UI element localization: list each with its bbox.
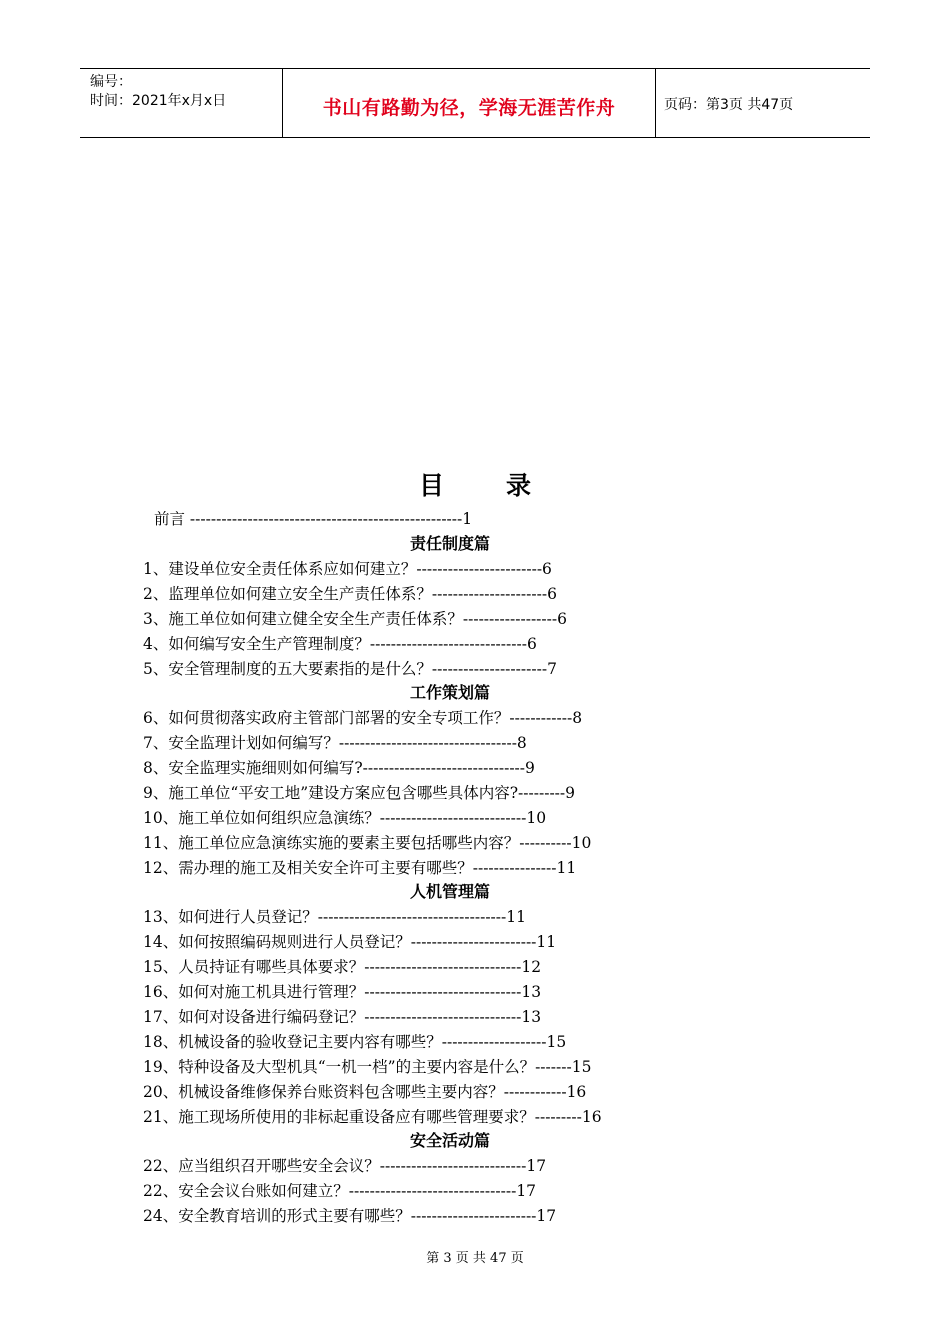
toc-item[interactable]: 10、施工单位如何组织应急演练？----------------------------10 xyxy=(143,809,547,827)
toc-item[interactable]: 14、如何按照编码规则进行人员登记？------------------------11 xyxy=(143,933,557,951)
toc-item[interactable]: 3、施工单位如何建立健全安全生产责任体系？------------------6 xyxy=(143,610,567,628)
toc-item[interactable]: 22、应当组织召开哪些安全会议？----------------------------17 xyxy=(143,1157,547,1175)
toc-item[interactable]: 12、需办理的施工及相关安全许可主要有哪些？----------------11 xyxy=(143,859,577,877)
toc-item[interactable]: 11、施工单位应急演练实施的要素主要包括哪些内容？----------10 xyxy=(143,834,592,852)
toc-item[interactable]: 6、如何贯彻落实政府主管部门部署的安全专项工作？------------8 xyxy=(143,709,583,727)
toc-preface[interactable]: 前言 ----------------------------------------------------1 xyxy=(154,510,473,528)
section-heading: 责任制度篇 xyxy=(409,534,490,553)
header-motto-cell xyxy=(282,69,656,137)
toc-item[interactable]: 2、监理单位如何建立安全生产责任体系？----------------------6 xyxy=(143,585,557,603)
toc-item[interactable]: 22、安全会议台账如何建立？--------------------------------17 xyxy=(143,1182,537,1200)
section-heading: 工作策划篇 xyxy=(409,683,490,702)
toc-item[interactable]: 24、安全教育培训的形式主要有哪些？------------------------17 xyxy=(143,1207,557,1225)
toc-item[interactable]: 7、安全监理计划如何编写？----------------------------------8 xyxy=(143,734,527,752)
toc-item[interactable]: 19、特种设备及大型机具“一机一档”的主要内容是什么？-------15 xyxy=(143,1058,592,1076)
header-left-cell xyxy=(80,69,282,137)
header-motto: 书山有路勤为径，学海无涯苦作舟 xyxy=(322,97,616,119)
toc-item[interactable]: 5、安全管理制度的五大要素指的是什么？----------------------7 xyxy=(143,660,557,678)
toc-item[interactable]: 17、如何对设备进行编码登记？------------------------------13 xyxy=(143,1008,542,1026)
toc-item[interactable]: 8、安全监理实施细则如何编写?-------------------------------9 xyxy=(143,759,535,777)
toc-item[interactable]: 1、建设单位安全责任体系应如何建立？------------------------6 xyxy=(143,560,552,578)
toc-item[interactable]: 13、如何进行人员登记？------------------------------------11 xyxy=(143,908,526,926)
header-right-cell xyxy=(655,69,870,137)
page-footer: 第 3 页 共 47 页 xyxy=(426,1251,524,1266)
number-label: 编号： xyxy=(90,74,132,90)
document-header xyxy=(80,68,870,138)
toc-title: 目录 xyxy=(418,471,593,500)
header-page-info: 页码：第3页 共47页 xyxy=(664,97,794,113)
section-heading: 安全活动篇 xyxy=(409,1131,490,1150)
toc-item[interactable]: 21、施工现场所使用的非标起重设备应有哪些管理要求？---------16 xyxy=(143,1108,602,1126)
toc-item[interactable]: 9、施工单位“平安工地”建设方案应包含哪些具体内容?---------9 xyxy=(143,784,576,802)
section-heading: 人机管理篇 xyxy=(409,882,490,901)
time-label: 时间：2021年x月x日 xyxy=(90,93,227,109)
toc-item[interactable]: 4、如何编写安全生产管理制度？------------------------------6 xyxy=(143,635,537,653)
toc-item[interactable]: 18、机械设备的验收登记主要内容有哪些？--------------------15 xyxy=(143,1033,567,1051)
toc-item[interactable]: 16、如何对施工机具进行管理？------------------------------13 xyxy=(143,983,542,1001)
toc-item[interactable]: 15、人员持证有哪些具体要求？------------------------------12 xyxy=(143,958,542,976)
toc-item[interactable]: 20、机械设备维修保养台账资料包含哪些主要内容？------------16 xyxy=(143,1083,587,1101)
